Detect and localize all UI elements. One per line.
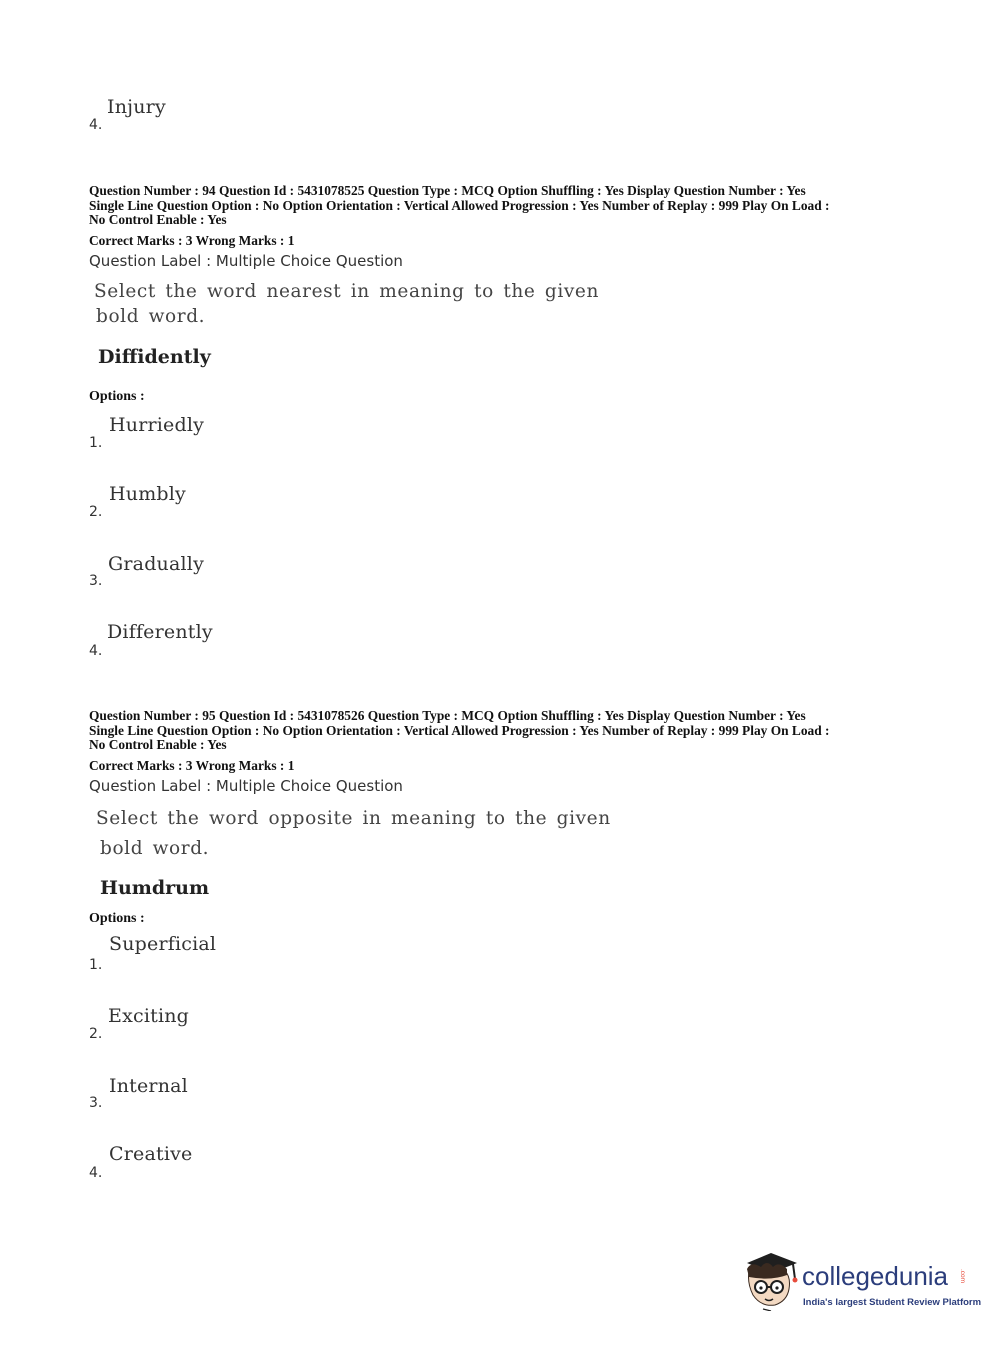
question-95-meta	[89, 709, 989, 753]
q95-option-2-number: 2.	[89, 1026, 103, 1042]
question-95-stem-line1: Select the word opposite in meaning to the given	[96, 808, 611, 829]
q94-option-4-text[interactable]: Differently	[107, 621, 213, 643]
meta-line: No Control Enable : Yes	[89, 737, 227, 752]
q95-option-1-number: 1.	[89, 957, 103, 973]
question-94-options-label: Options :	[89, 389, 145, 404]
q95-option-4-number: 4.	[89, 1165, 103, 1181]
logo-tagline: India's largest Student Review Platform	[803, 1297, 982, 1308]
mascot-graduate-icon	[741, 1249, 799, 1311]
q95-option-3-number: 3.	[89, 1095, 103, 1111]
question-94-meta	[89, 184, 989, 228]
q94-option-2-number: 2.	[89, 504, 103, 520]
question-94-stem-line1: Select the word nearest in meaning to the given	[94, 281, 599, 302]
q95-option-3-text[interactable]: Internal	[109, 1075, 188, 1097]
q94-option-3-number: 3.	[89, 573, 103, 589]
question-95-marks: Correct Marks : 3 Wrong Marks : 1	[89, 758, 295, 773]
question-94-marks: Correct Marks : 3 Wrong Marks : 1	[89, 233, 295, 248]
logo-suffix: .com	[959, 1269, 966, 1284]
question-94-label: Question Label : Multiple Choice Question	[89, 252, 403, 270]
q94-option-1-number: 1.	[89, 435, 103, 451]
question-94-stem-line2: bold word.	[96, 306, 206, 327]
meta-line: Question Number : 95 Question Id : 5431078526 Question Type : MCQ Option Shuffling : Yes Display Question Number : Yes	[89, 708, 806, 723]
question-95-bold-word: Humdrum	[100, 877, 210, 899]
question-95-stem-line2: bold word.	[100, 838, 210, 859]
prev-option-number: 4.	[89, 117, 103, 133]
q94-option-2-text[interactable]: Humbly	[109, 483, 186, 505]
meta-line: Question Number : 94 Question Id : 5431078525 Question Type : MCQ Option Shuffling : Yes Display Question Number : Yes	[89, 183, 806, 198]
collegedunia-logo[interactable]	[741, 1249, 982, 1319]
q94-option-1-text[interactable]: Hurriedly	[109, 414, 205, 436]
question-94-bold-word: Diffidently	[98, 346, 211, 368]
q95-option-2-text[interactable]: Exciting	[108, 1005, 190, 1027]
question-95-options-label: Options :	[89, 911, 145, 926]
q95-option-1-text[interactable]: Superficial	[109, 933, 217, 955]
prev-option-text: Injury	[107, 96, 166, 118]
q95-option-4-text[interactable]: Creative	[109, 1143, 193, 1165]
q94-option-4-number: 4.	[89, 643, 103, 659]
q94-option-3-text[interactable]: Gradually	[108, 553, 205, 575]
meta-line: No Control Enable : Yes	[89, 212, 227, 227]
meta-line: Single Line Question Option : No Option Orientation : Vertical Allowed Progression : Yes Number of Replay : 999 Play On Load :	[89, 722, 830, 738]
meta-line: Single Line Question Option : No Option Orientation : Vertical Allowed Progression : Yes Number of Replay : 999 Play On Load :	[89, 197, 830, 213]
question-95-label: Question Label : Multiple Choice Question	[89, 777, 403, 795]
logo-wordmark: collegedunia	[802, 1261, 949, 1291]
